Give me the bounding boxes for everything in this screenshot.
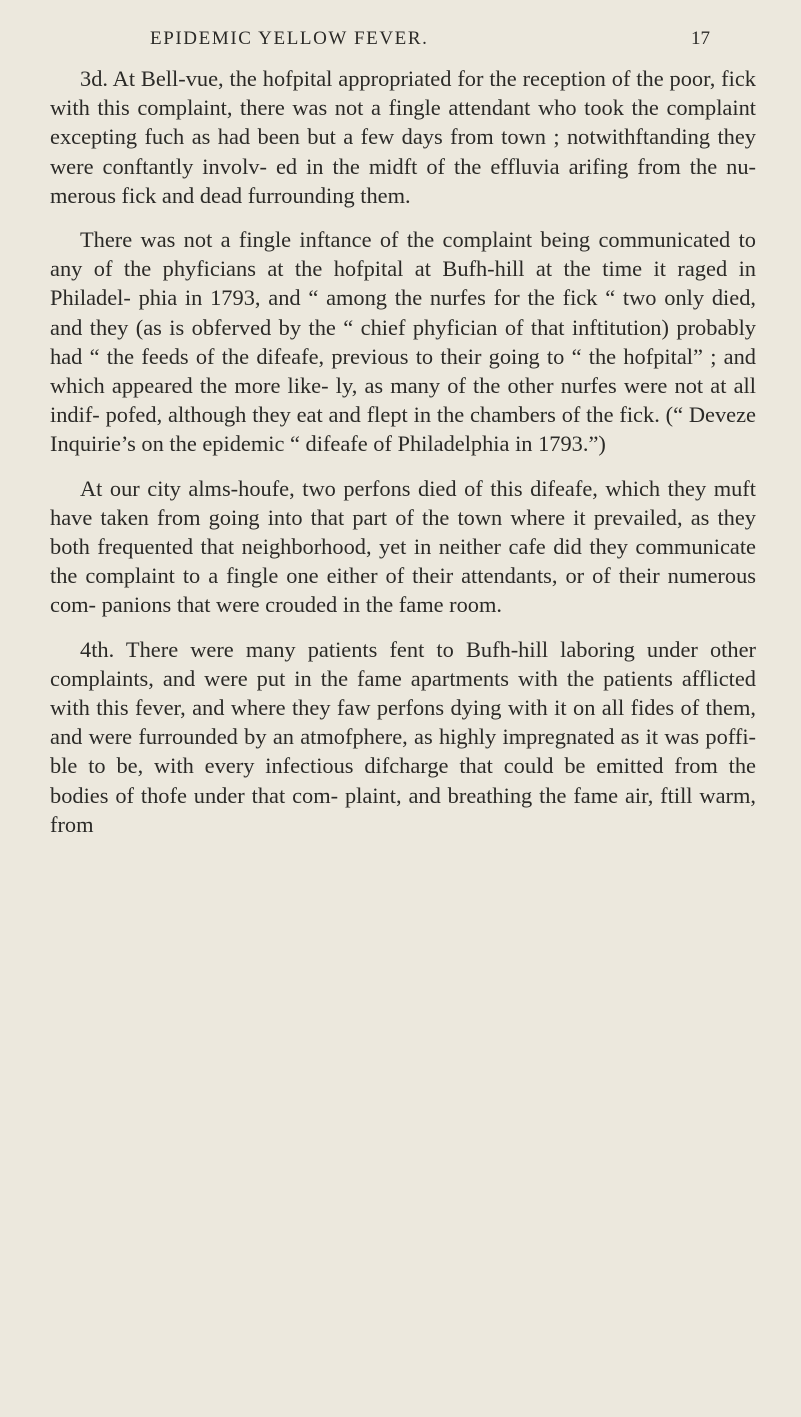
body-text bbox=[50, 64, 756, 839]
paragraph-alms-house: At our city alms-houfe, two perfons died of this difeafe, which they muft have taken from going into that part of the town where it prevailed, as they both frequented that neighborhood, yet in neither cafe did they communicate the complaint to a fingle one either of their attendants, or of their numerous com- panions that were crouded in the fame room. bbox=[50, 475, 756, 618]
page-number: 17 bbox=[691, 28, 710, 49]
running-head bbox=[150, 28, 710, 58]
running-title: EPIDEMIC YELLOW FEVER. bbox=[150, 28, 429, 49]
paragraph-bush-hill-physicians: There was not a fingle inftance of the complaint being communicated to any of the phyficians at the hofpital at Bufh-hill at the time it raged in Philadel- phia in 1793, and “ among the nurfes for the fick “ two only died, and they (as is obferved by the “ chief phyfician of that inftitution) probably had “ the feeds of the difeafe, previous to their going to “ the hofpital” ; and which appeared the more like- ly, as many of the other nurfes were not at all indif- pofed, although they eat and flept in the chambers of the fick. (“ Deveze Inquirie’s on the epidemic “ difeafe of Philadelphia in 1793.”) bbox=[50, 227, 756, 457]
paragraph-other-patients: 4th. There were many patients fent to Bufh-hill laboring under other complaints, and were put in the fame apartments with the patients afflicted with this fever, and where they faw perfons dying with it on all fides of them, and were furrounded by an atmofphere, as highly impregnated as it was poffi- ble to be, with every infectious difcharge that could be emitted from the bodies of thofe under that com- plaint, and breathing the fame air, ftill warm, from bbox=[50, 636, 756, 837]
paragraph-bell-vue: 3d. At Bell-vue, the hofpital appropriated for the reception of the poor, fick with this complaint, there was not a fingle attendant who took the complaint excepting fuch as had been but a few days from town ; notwithftanding they were conftantly involv- ed in the midft of the effluvia arifing from the nu- merous fick and dead furrounding them. bbox=[50, 66, 756, 208]
